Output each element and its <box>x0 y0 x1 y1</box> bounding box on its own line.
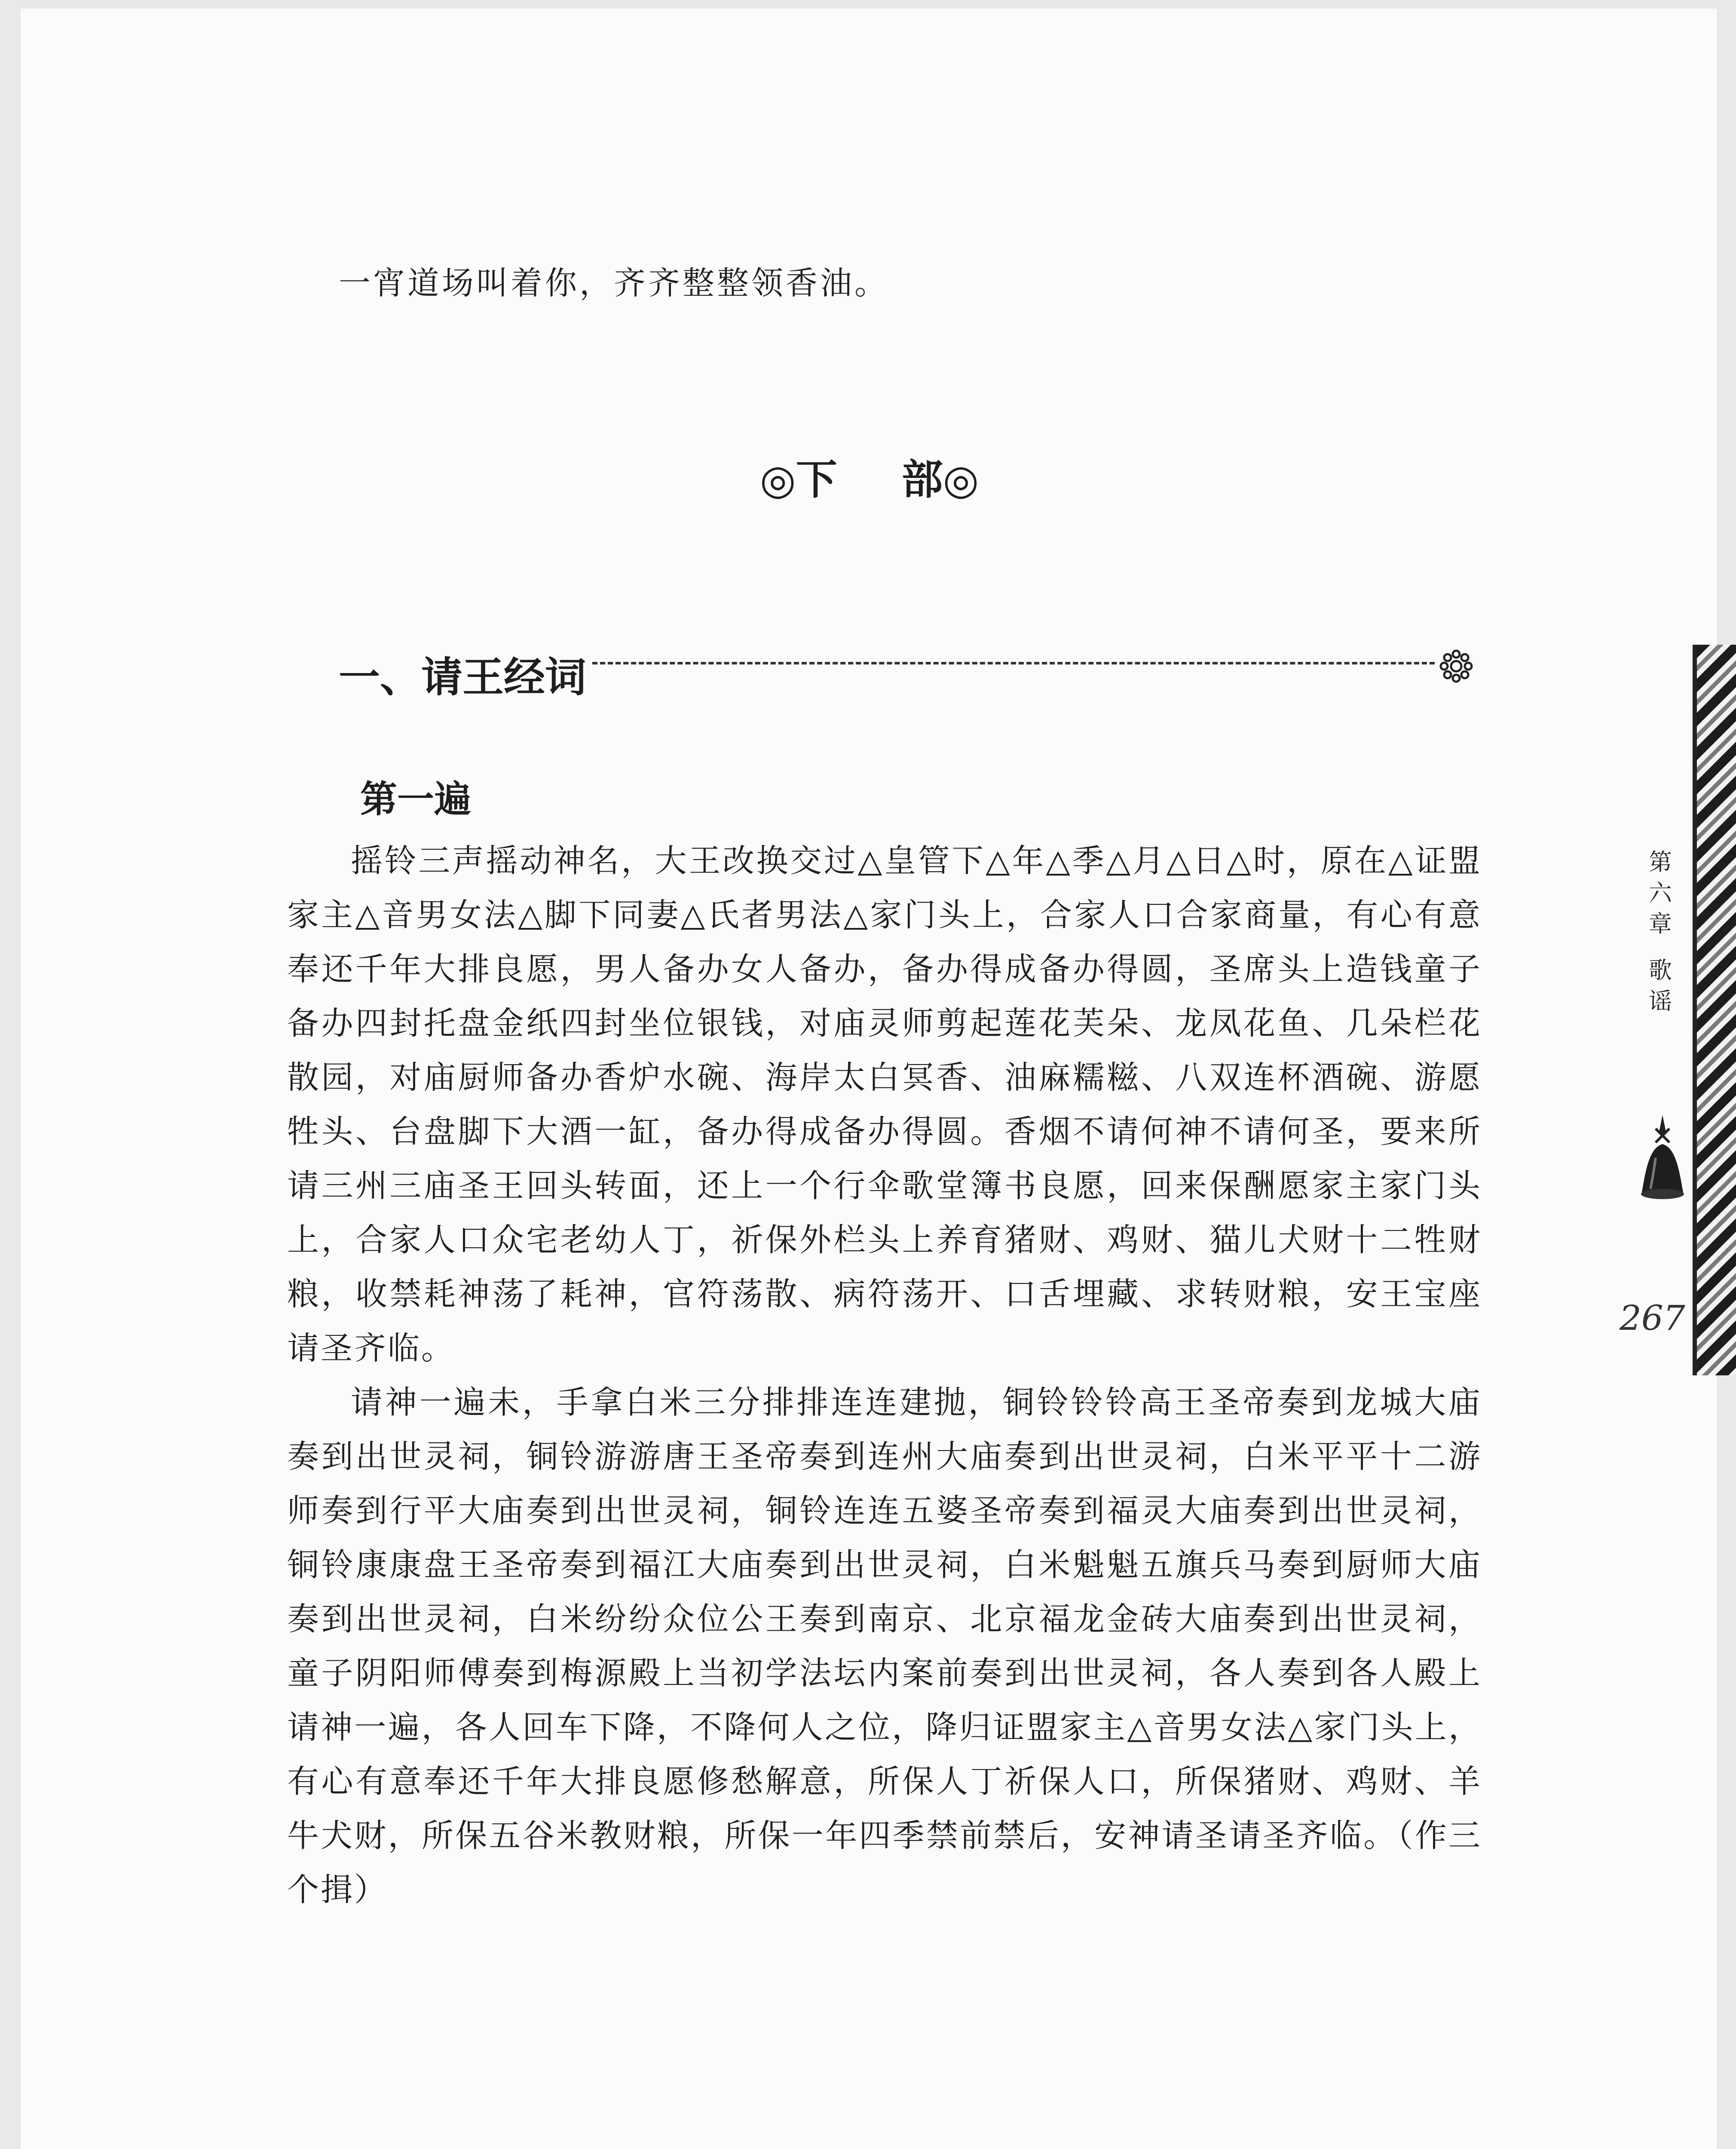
paragraph: 摇铃三声摇动神名，大王改换交过△皇管下△年△季△月△日△时，原在△证盟家主△音男女法△脚下同妻△氏者男法△家门头上，合家人口合家商量，有心有意奉还千年大排良愿，男人备办女人备办，备办得成备办得圆，圣席头上造钱童子备办四封托盘金纸四封坐位银钱，对庙灵师剪起莲花芙朵、龙凤花鱼、几朵栏花散园，对庙厨师备办香炉水碗、海岸太白冥香、油麻糯糍、八双连杯酒碗、游愿牲头、台盘脚下大酒一缸，备办得成备办得圆。香烟不请何神不请何圣，要来所请三州三庙圣王回头转面，还上一个行伞歌堂簿书良愿，回来保酬愿家主家门头上，合家人口众宅老幼人丁，祈保外栏头上养育猪财、鸡财、猫儿犬财十二牲财粮，收禁耗神荡了耗神，官符荡散、病符荡开、口舌埋藏、求转财粮，安王宝座请圣齐临。 <box>287 842 1482 1367</box>
part-heading <box>760 447 979 506</box>
page-number: 267 <box>1620 1298 1685 1338</box>
verse-line: 一宵道场叫着你，齐齐整整领香油。 <box>339 265 889 302</box>
paragraph: 请神一遍未，手拿白米三分排排连连建抛，铜铃铃铃高王圣帝奏到龙城大庙奏到出世灵祠，铜铃游游唐王圣帝奏到连州大庙奏到出世灵祠，白米平平十二游师奏到行平大庙奏到出世灵祠，铜铃连连五婆圣帝奏到福灵大庙奏到出世灵祠，铜铃康康盘王圣帝奏到福江大庙奏到出世灵祠，白米魁魁五旗兵马奏到厨师大庙奏到出世灵祠，白米纷纷众位公王奏到南京、北京福龙金砖大庙奏到出世灵祠，童子阴阳师傅奏到梅源殿上当初学法坛内案前奏到出世灵祠，各人奏到各人殿上请神一遍，各人回车下降，不降何人之位，降归证盟家主△音男女法△家门头上，有心有意奉还千年大排良愿修愁解意，所保人丁祈保人口，所保猪财、鸡财、羊牛犬财，所保五谷米教财粮，所保一年四季禁前禁后，安神请圣请圣齐临。（作三个揖） <box>287 1384 1482 1908</box>
part-heading-right: 部◎ <box>901 455 979 504</box>
part-heading-left: ◎下 <box>760 455 837 504</box>
section-title: 一、请王经词 <box>339 653 586 701</box>
section-leader-line <box>592 662 1435 664</box>
body-text <box>287 834 1482 1917</box>
chapter-char: 第 <box>1649 848 1672 876</box>
decorative-side-band <box>1693 645 1736 1375</box>
chapter-char: 歌 <box>1649 957 1672 984</box>
book-page <box>21 9 1717 2149</box>
subsection-title: 第一遍 <box>360 778 471 821</box>
chapter-tab <box>1641 847 1680 1017</box>
bell-icon <box>1637 1113 1688 1203</box>
chapter-char: 六 <box>1649 879 1672 906</box>
flower-ornament-icon <box>1439 649 1473 683</box>
chapter-char: 章 <box>1649 910 1672 937</box>
chapter-char: 谣 <box>1649 988 1672 1015</box>
